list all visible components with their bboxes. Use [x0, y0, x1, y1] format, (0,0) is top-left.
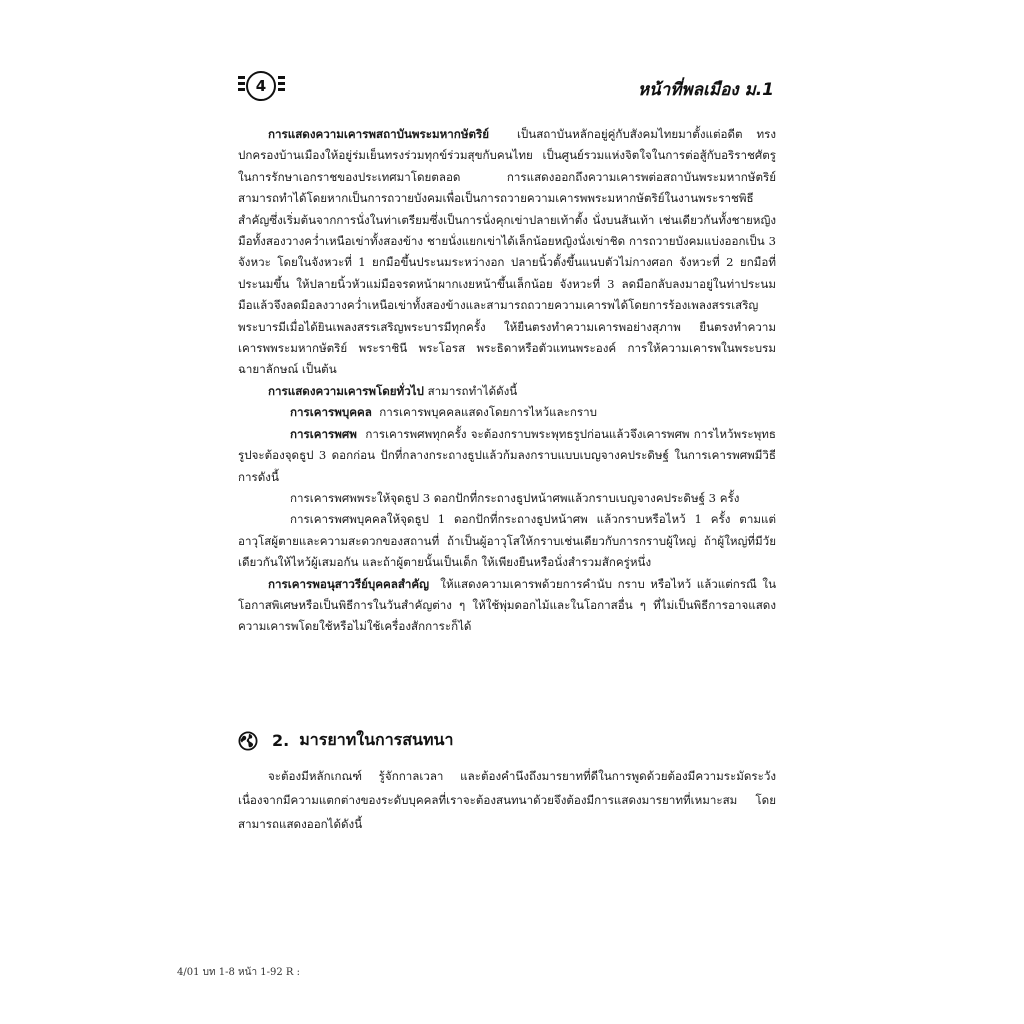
text-corpse-respect: การเคารพศพทุกครั้ง จะต้องกราบพระพุทธรูปก่อนแล้วจึงเคารพศพ การไหว้พระพุทธรูปจะต้องจุดธูป 3 ดอกก่อน ปักที่กลางกระถางธูปแล้วก้มลงกราบแบบเบญจางคประดิษฐ์ ในการเคารพศพมีวิธีการดังนี้ — [238, 426, 776, 484]
section-title: มารยาทในการสนทนา — [299, 730, 454, 749]
paragraph-monument — [238, 574, 776, 638]
decorative-bars-right — [278, 76, 285, 94]
paragraph-person-respect — [238, 402, 776, 423]
term-general-respect: การแสดงความเคารพโดยทั่วไป — [268, 383, 424, 398]
running-title: หน้าที่พลเมือง ม.1 — [637, 80, 774, 100]
section-paragraph: จะต้องมีหลักเกณฑ์ รู้จักกาลเวลา และต้องคำนึงถึงมารยาทที่ดีในการพูดด้วยต้องมีความระมัดระวัง เนื่องจากมีความแตกต่างของระดับบุคคลที่เราจะต้องสนทนาด้วยจึงต้องมีการแสดงมารยาทที่เหมาะสม โดยสามารถแสดงออกได้ดังนี้ — [238, 769, 776, 831]
text-general-respect: สามารถทำได้ดังนี้ — [427, 383, 518, 398]
body-text — [238, 124, 776, 638]
page-number-badge — [238, 70, 286, 104]
paragraph-person-corpse: การเคารพศพบุคคลให้จุดธูป 1 ดอกปักที่กระถางธูปหน้าศพ แล้วกราบหรือไหว้ 1 ครั้ง ตามแต่อาวุโสผู้ตายและความสะดวกของสถานที่ ถ้าเป็นผู้อาวุโสให้กราบเช่นเดียวกับการกราบผู้ใหญ่ ถ้าผู้ใหญ่ที่มีวัยเดียวกันให้ไหว้ผู้เสมอกัน และถ้าผู้ตายนั้นเป็นเด็ก ให้เพียงยืนหรือนั่งสำรวมสักครู่หนึ่ง — [238, 512, 776, 570]
paragraph-monarchy — [238, 124, 776, 381]
decorative-bars-left — [238, 76, 245, 94]
text-monarchy: เป็นสถาบันหลักอยู่คู่กับสังคมไทยมาตั้งแต่อดีต ทรงปกครองบ้านเมืองให้อยู่ร่มเย็นทรงร่วมทุกข์ร่วมสุขกับคนไทย เป็นศูนย์รวมแห่งจิตใจในการต่อสู้กับอริราชศัตรู ในการรักษาเอกราชของประเทศมาโดยตลอด การแสดงออกถึงความเคารพต่อสถาบันพระมหากษัตริย์ สามารถทำได้โดยหากเป็นการถวายบังคมเพื่อเป็นการถวายความเคารพพระมหากษัตริย์ในงานพระราชพิธีสำคัญซึ่งเริ่มต้นจากการนั่งในท่าเตรียมซึ่งเป็นการนั่งคุกเข่าปลายเท้าตั้ง นั่งบนส้นเท้า เช่นเดียวกันทั้งชายหญิง มือทั้งสองวางคว่ำเหนือเข่าทั้งสองข้าง ชายนั่งแยกเข่าได้เล็กน้อยหญิงนั่งเข่าชิด การถวายบังคมแบ่งออกเป็น 3 จังหวะ โดยในจังหวะที่ 1 ยกมือขึ้นประนมระหว่างอก ปลายนิ้วตั้งขึ้นแนบตัวไม่กางศอก จังหวะที่ 2 ยกมือที่ประนมขึ้น ให้ปลายนิ้วหัวแม่มือจรดหน้าผากเงยหน้าขึ้นเล็กน้อย จังหวะที่ 3 ลดมือกลับลงมาอยู่ในท่าประนมมือแล้วจึงลดมือลงวางคว่ำเหนือเข่าทั้งสองข้างและสามารถถวายความเคารพได้โดยการร้องเพลงสรรเสริญพระบารมีเมื่อได้ยินเพลงสรรเสริญพระบารมีทุกครั้ง ให้ยืนตรงทำความเคารพอย่างสุภาพ ยืนตรงทำความเคารพพระมหากษัตริย์ พระราชินี พระโอรส พระธิดาหรือตัวแทนพระองค์ การให้ความเคารพในพระบรมฉายาลักษณ์ เป็นต้น — [238, 127, 777, 377]
term-monarchy: การแสดงความเคารพสถาบันพระมหากษัตริย์ — [268, 127, 490, 141]
paragraph-general-respect — [238, 381, 776, 402]
text-person-respect: การเคารพบุคคลแสดงโดยการไหว้และกราบ — [379, 405, 597, 420]
page-number: 4 — [246, 71, 276, 101]
term-monument: การเคารพอนุสาวรีย์บุคคลสำคัญ — [268, 576, 430, 591]
term-corpse-respect: การเคารพศพ — [290, 426, 357, 441]
paragraph-monk-corpse: การเคารพศพพระให้จุดธูป 3 ดอกปักที่กระถางธูปหน้าศพแล้วกราบเบญจางคประดิษฐ์ 3 ครั้ง — [290, 490, 740, 505]
term-person-respect: การเคารพบุคคล — [290, 405, 372, 420]
globe-icon — [238, 731, 258, 751]
paragraph-corpse-respect — [238, 424, 776, 488]
section-number: 2. — [272, 731, 290, 750]
text-monument: ให้แสดงความเคารพด้วยการคำนับ กราบ หรือไหว้ แล้วแต่กรณี ในโอกาสพิเศษหรือเป็นพิธีการในวันสำคัญต่าง ๆ ให้ใช้พุ่มดอกไม้และในโอกาสอื่น ๆ ที่ไม่เป็นพิธีการอาจแสดงความเคารพโดยใช้หรือไม่ใช้เครื่องสักการะก็ได้ — [238, 576, 776, 634]
section-heading — [238, 728, 453, 753]
section-body — [238, 764, 776, 836]
footer-note: 4/01 บท 1-8 หน้า 1-92 R : — [177, 967, 300, 978]
